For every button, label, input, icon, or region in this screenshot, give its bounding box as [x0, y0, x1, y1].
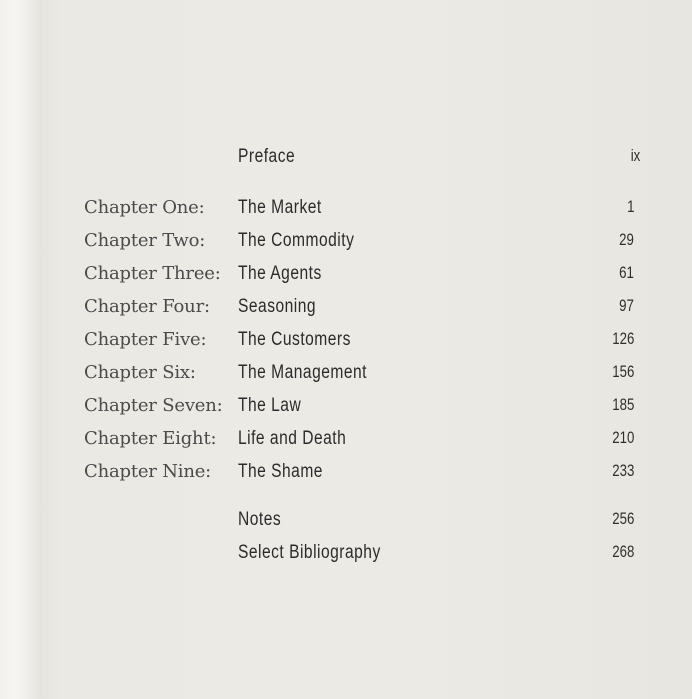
chapter-label: Chapter One: [84, 197, 205, 218]
toc-page-number: 126 [611, 329, 634, 348]
toc-entry-select-bibliography [0, 542, 692, 572]
toc-entry-chapter-five [0, 329, 692, 359]
toc-entry-chapter-two [0, 230, 692, 260]
toc-title: The Customers [238, 329, 351, 350]
toc-entry-chapter-eight [0, 428, 692, 458]
toc-title: The Agents [238, 263, 322, 284]
toc-title: Seasoning [238, 296, 317, 317]
toc-entry-chapter-one [0, 197, 692, 227]
chapter-label: Chapter Nine: [84, 461, 212, 482]
chapter-label: Chapter Eight: [84, 428, 217, 449]
toc-page-number: ix [630, 146, 640, 165]
toc-entry-chapter-four [0, 296, 692, 326]
toc-page-number: 256 [611, 509, 634, 528]
chapter-label: Chapter Three: [84, 263, 221, 284]
toc-page-number: 1 [626, 197, 634, 216]
chapter-label: Chapter Two: [84, 230, 206, 251]
toc-page-number: 97 [619, 296, 634, 315]
toc-page-number: 61 [619, 263, 634, 282]
chapter-label: Chapter Seven: [84, 395, 223, 416]
toc-page-number: 156 [611, 362, 634, 381]
toc-page-number: 185 [611, 395, 634, 414]
toc-title: The Law [238, 395, 302, 416]
toc-title: Life and Death [238, 428, 347, 449]
toc-entry-preface [0, 146, 692, 176]
toc-page-number: 233 [611, 461, 634, 480]
chapter-label: Chapter Five: [84, 329, 207, 350]
toc-entry-chapter-three [0, 263, 692, 293]
toc-entry-chapter-seven [0, 395, 692, 425]
toc-title: The Management [238, 362, 368, 383]
toc-title: Notes [238, 509, 282, 530]
toc-entry-chapter-six [0, 362, 692, 392]
chapter-label: Chapter Six: [84, 362, 196, 383]
chapter-label: Chapter Four: [84, 296, 210, 317]
toc-title: Preface [238, 146, 296, 167]
toc-page-number: 29 [619, 230, 634, 249]
toc-entry-chapter-nine [0, 461, 692, 491]
toc-page-number: 268 [611, 542, 634, 561]
toc-title: Select Bibliography [238, 542, 381, 563]
toc-page-number: 210 [611, 428, 634, 447]
toc-title: The Shame [238, 461, 323, 482]
toc-entry-notes [0, 509, 692, 539]
toc-title: The Commodity [238, 230, 355, 251]
toc-title: The Market [238, 197, 322, 218]
